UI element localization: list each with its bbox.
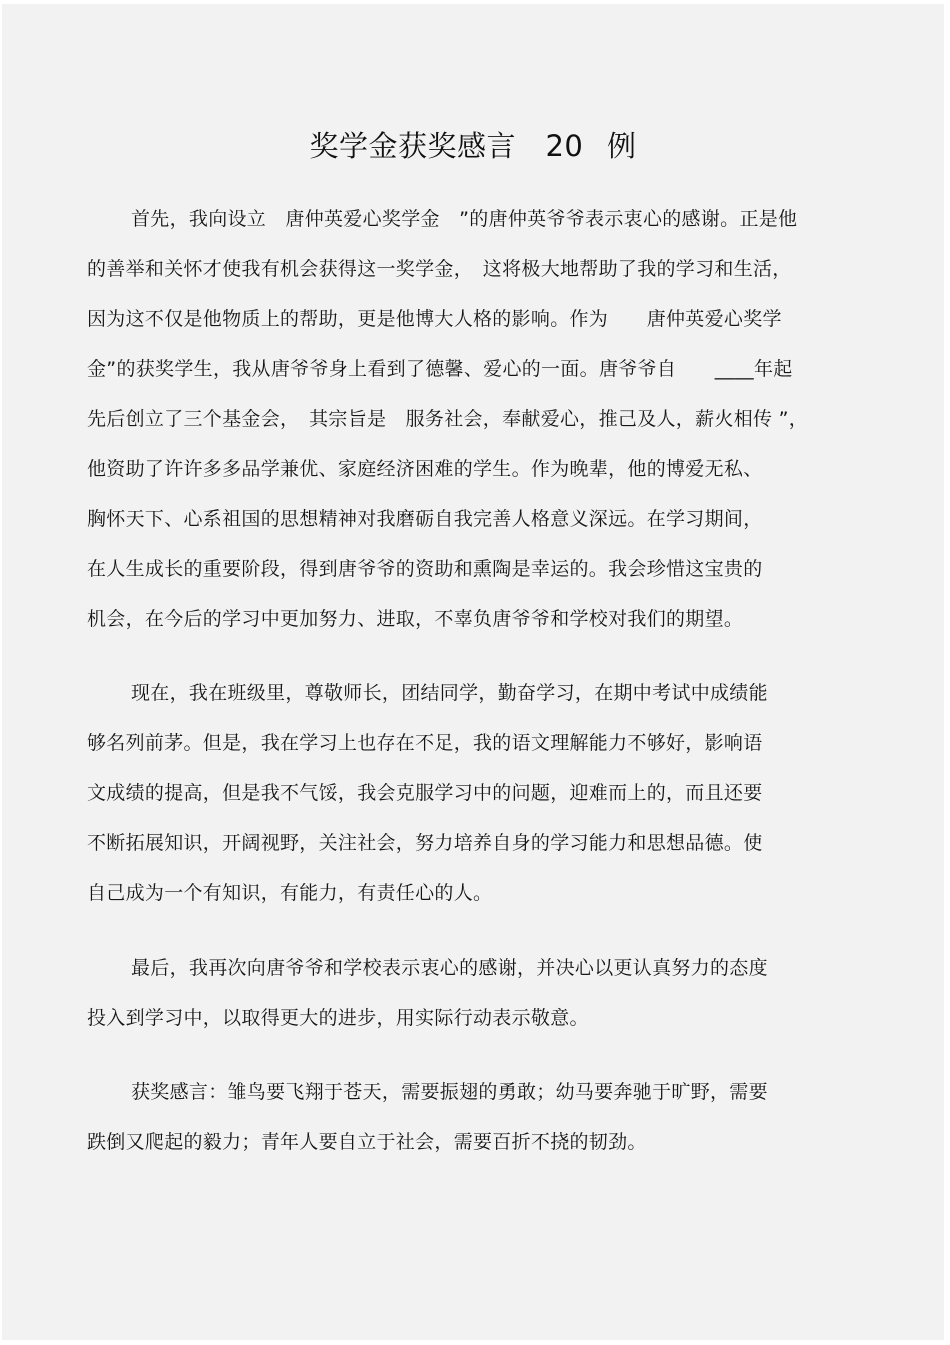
paragraph-1-line-8: 在人生成长的重要阶段，得到唐爷爷的资助和熏陶是幸运的。我会珍惜这宝贵的 xyxy=(87,558,763,580)
paragraph-3-line-1: 最后，我再次向唐爷爷和学校表示衷心的感谢，并决心以更认真努力的态度 xyxy=(131,957,768,979)
paragraph-4-line-1: 获奖感言：雏鸟要飞翔于苍天，需要振翅的勇敢；幼马要奔驰于旷野，需要 xyxy=(131,1081,768,1103)
paragraph-4-line-2: 跌倒又爬起的毅力；青年人要自立于社会，需要百折不挠的韧劲。 xyxy=(87,1131,647,1153)
paragraph-1-line-9: 机会，在今后的学习中更加努力、进取，不辜负唐爷爷和学校对我们的期望。 xyxy=(87,608,744,630)
paragraph-2-line-2: 够名列前茅。但是，我在学习上也存在不足，我的语文理解能力不够好，影响语 xyxy=(87,732,763,754)
paragraph-2-line-4: 不断拓展知识，开阔视野，关注社会，努力培养自身的学习能力和思想品德。使 xyxy=(87,832,763,854)
paragraph-1-line-6: 他资助了许许多多品学兼优、家庭经济困难的学生。作为晚辈，他的博爱无私、 xyxy=(87,458,763,480)
document-page xyxy=(2,4,944,1340)
paragraph-1-line-7: 胸怀天下、心系祖国的思想精神对我磨砺自我完善人格意义深远。在学习期间， xyxy=(87,508,763,530)
paragraph-2-line-1: 现在，我在班级里，尊敬师长，团结同学，勤奋学习，在期中考试中成绩能 xyxy=(131,682,768,704)
paragraph-1-line-2: 的善举和关怀才使我有机会获得这一奖学金， 这将极大地帮助了我的学习和生活， xyxy=(87,258,792,280)
paragraph-1-line-4: 金”的获奖学生，我从唐爷爷身上看到了德馨、爱心的一面。唐爷爷自 ____年起 xyxy=(87,358,793,380)
paragraph-3-line-2: 投入到学习中，以取得更大的进步，用实际行动表示敬意。 xyxy=(87,1007,589,1029)
paragraph-1-line-3: 因为这不仅是他物质上的帮助，更是他博大人格的影响。作为 唐仲英爱心奖学 xyxy=(87,308,782,330)
paragraph-1-line-1: 首先，我向设立 唐仲英爱心奖学金 ”的唐仲英爷爷表示衷心的感谢。正是他 xyxy=(131,208,798,230)
document-title: 奖学金获奖感言 20 例 xyxy=(309,129,637,163)
paragraph-1-line-5: 先后创立了三个基金会， 其宗旨是 服务社会，奉献爱心，推己及人，薪火相传 ”， xyxy=(87,408,809,430)
paragraph-2-line-3: 文成绩的提高，但是我不气馁，我会克服学习中的问题，迎难而上的，而且还要 xyxy=(87,782,763,804)
paragraph-2-line-5: 自己成为一个有知识，有能力，有责任心的人。 xyxy=(87,882,493,904)
